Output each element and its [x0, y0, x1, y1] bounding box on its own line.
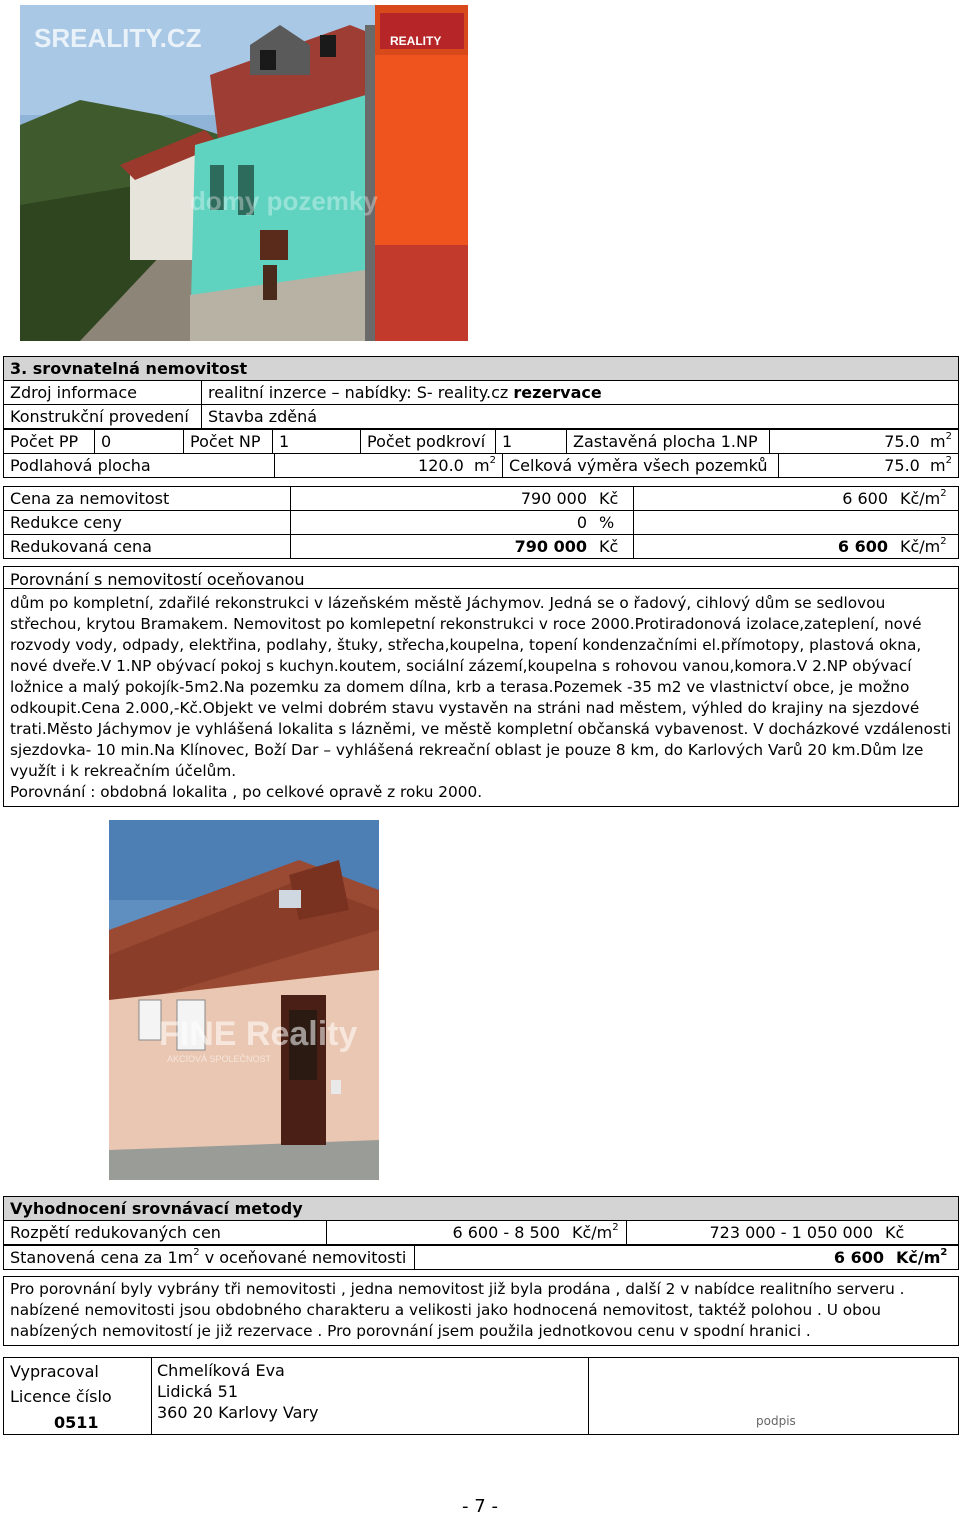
page-number: - 7 - [462, 1496, 498, 1517]
reduced-per-unit-cell [894, 535, 959, 559]
construction-label: Konstrukční provedení [4, 405, 202, 429]
np-value: 1 [273, 430, 361, 454]
house-photo-illustration [20, 5, 468, 341]
sign-label: podpis [756, 1414, 796, 1428]
range-total-unit: Kč [879, 1221, 959, 1245]
set-label-a: Stanovená cena za 1m [10, 1248, 194, 1267]
land-label: Celková výměra všech pozemků [503, 454, 779, 478]
fine-reality-watermark: FINE Reality [159, 1015, 358, 1053]
property-photo-2 [109, 820, 379, 1180]
source-value: realitní inzerce – nabídky: S- reality.cz [208, 383, 509, 402]
attic-value: 1 [496, 430, 567, 454]
land-unit-sup: 2 [945, 455, 952, 466]
built-unit-sup: 2 [945, 431, 952, 442]
range-total: 723 000 - 1 050 000 [627, 1221, 880, 1245]
price-label: Cena za nemovitost [4, 487, 291, 511]
reduction-unit: % [593, 511, 634, 535]
comparison-box [3, 566, 959, 807]
note-text: Pro porovnání byly vybrány tři nemovitosti , jedna nemovitost již byla prodána , další 2 v nabídce realitního serveru . nabízené nemovitosti jsou obdobného charakteru a velikosti jako hodnocená nemovitost, taktéž polohou . U obou nabízených nemovitostí je již rezervace . Pro porovnání jsem použila jednotkovou cenu v spodní hranici . [10, 1280, 905, 1340]
set-price-table [3, 1245, 959, 1270]
floor-unit-sup: 2 [489, 455, 496, 466]
source-status: rezervace [513, 383, 602, 402]
property-photo-1 [20, 5, 468, 341]
range-unit-sup: 2 [612, 1222, 619, 1233]
reality-logo-watermark: REALITY [390, 34, 442, 48]
comparison-title: Porovnání s nemovitostí oceňovanou [4, 567, 958, 589]
licence-number: 0511 [54, 1413, 99, 1432]
price-per-unit: Kč/m [900, 489, 941, 508]
reduced-value: 790 000 [291, 535, 594, 559]
pp-label: Počet PP [4, 430, 95, 454]
author-street: Lidická 51 [157, 1382, 238, 1401]
comparison-summary: Porovnání : obdobná lokalita , po celkové opravě z roku 2000. [10, 783, 483, 801]
price-per-unit-sup: 2 [940, 488, 947, 499]
built-label: Zastavěná plocha 1.NP [567, 430, 770, 454]
reduction-empty [634, 511, 959, 535]
reduced-per-value: 6 600 [634, 535, 895, 559]
set-label-sup: 2 [193, 1247, 200, 1258]
set-price-label [4, 1246, 415, 1270]
set-price-unit-cell [890, 1246, 959, 1270]
prepared-label: Vypracoval [10, 1362, 99, 1381]
renovated-house-illustration [109, 820, 379, 1180]
set-price-unit-sup: 2 [940, 1247, 948, 1258]
reduced-unit: Kč [593, 535, 634, 559]
np-label: Počet NP [184, 430, 273, 454]
floor-unit: m [474, 456, 490, 475]
price-table [3, 486, 959, 559]
construction-value: Stavba zděná [202, 405, 959, 429]
built-value-cell [770, 430, 959, 454]
land-value: 75.0 [884, 456, 920, 475]
reduced-per-unit: Kč/m [900, 537, 941, 556]
set-price-unit: Kč/m [896, 1248, 941, 1267]
reduction-value: 0 [291, 511, 594, 535]
author-city: 360 20 Karlovy Vary [157, 1403, 319, 1422]
pp-value: 0 [95, 430, 184, 454]
signature-address [151, 1358, 589, 1434]
floor-label: Podlahová plocha [4, 454, 275, 478]
price-per-unit-cell [894, 487, 959, 511]
reduced-per-unit-sup: 2 [940, 536, 947, 547]
sreality-watermark: SREALITY.CZ [34, 23, 202, 53]
land-unit: m [930, 456, 946, 475]
price-value: 790 000 [291, 487, 594, 511]
fine-reality-subtitle: AKCIOVÁ SPOLEČNOST [167, 1054, 272, 1064]
range-label: Rozpětí redukovaných cen [4, 1221, 327, 1245]
set-price-value: 6 600 [415, 1246, 891, 1270]
price-per-value: 6 600 [634, 487, 895, 511]
source-label: Zdroj informace [4, 381, 202, 405]
set-label-b: v oceňované nemovitosti [199, 1248, 407, 1267]
source-cell [202, 381, 959, 405]
property-header-table [3, 356, 959, 429]
licence-label: Licence číslo [10, 1387, 112, 1406]
floor-value-cell [275, 454, 503, 478]
floor-value: 120.0 [418, 456, 464, 475]
built-unit: m [930, 432, 946, 451]
range-value: 6 600 - 8 500 [327, 1221, 567, 1245]
price-unit: Kč [593, 487, 634, 511]
reduction-label: Redukce ceny [4, 511, 291, 535]
attic-label: Počet podkroví [361, 430, 496, 454]
range-unit: Kč/m [572, 1223, 613, 1242]
author-name: Chmelíková Eva [157, 1361, 285, 1380]
signature-field [589, 1358, 958, 1434]
signature-block [3, 1357, 959, 1435]
comparison-text: dům po kompletní, zdařilé rekonstrukci v lázeňském městě Jáchymov. Jedná se o řadový, cihlový dům se sedlovou střechou, krytou Bramakem. Nemovitost po komlepetní rekonstrukci v roce 2000.Protiradonová izolace,zateplení, nové rozvody vody, odpady, elektřina, podlahy, štuky, střecha,koupelna, topení kondenzačními el.přímotopy, plastová okna, nové dveře.V 1.NP obývací pokoj s kuchyn.koutem, sociální zázemí,koupelna s rohovou vanou,komora.V 2.NP obývací ložnice a malý pokojík-5m2.Na pozemku za domem dílna, krb a terasa.Pozemek -35 m2 ve vlastnictví obce, je možno odkoupit.Cena 2.000,-Kč.Objekt ve velmi dobrém stavu vystavěn na stráni nad městem, výhled do krajiny na sjezdové trati.Město Jáchymov je vyhlášená lokalita s lázněmi, ve městě kompletní občanská vybavenost. V docházkové vzdálenosti sjezdovka- 10 min.Na Klínovec, Boží Dar – vyhlášená rekreační oblast je pouze 8 km, do Karlových Varů 20 km.Dům lze využít i k rekreačním účelům. [10, 594, 952, 780]
section-title: 3. srovnatelná nemovitost [4, 357, 959, 381]
note-box [3, 1276, 959, 1346]
signature-labels [4, 1358, 152, 1434]
domy-pozemky-watermark: domy pozemky [190, 186, 378, 216]
property-counts-table [3, 429, 959, 454]
range-unit-cell [566, 1221, 627, 1245]
reduced-label: Redukovaná cena [4, 535, 291, 559]
built-value: 75.0 [884, 432, 920, 451]
property-area-table [3, 453, 959, 478]
evaluation-table [3, 1196, 959, 1245]
land-value-cell [779, 454, 959, 478]
evaluation-title: Vyhodnocení srovnávací metody [4, 1197, 959, 1221]
